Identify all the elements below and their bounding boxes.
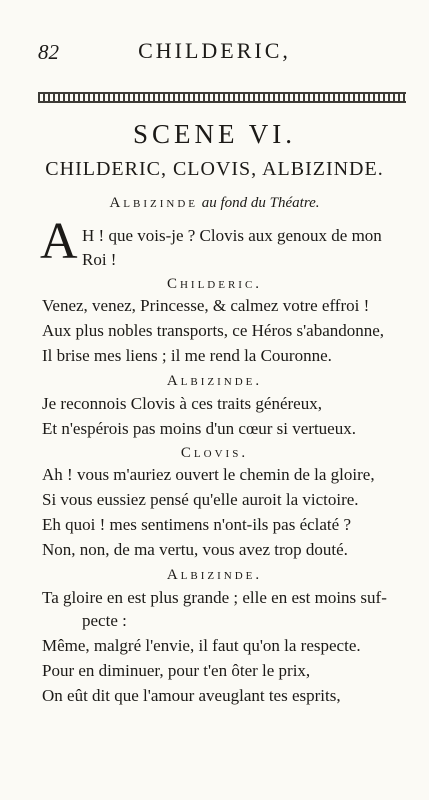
running-title: CHILDERIC,	[138, 38, 291, 63]
running-head	[0, 38, 429, 68]
stage-direction-text: au fond du Théatre.	[201, 195, 320, 211]
verse-line: Il brise mes liens ; il me rend la Couronne.	[42, 346, 332, 365]
verse-line: Aux plus nobles transports, ce Héros s'abandonne,	[42, 321, 385, 340]
verse-line: pecte :	[82, 611, 127, 630]
verse-line: On eût dit que l'amour aveuglant tes esprits,	[42, 686, 341, 705]
scene-heading: SCENE VI.	[132, 119, 296, 149]
verse-line: Roi !	[82, 250, 117, 269]
speaker-name: Childeric.	[166, 276, 263, 292]
page-number: 82	[38, 40, 59, 64]
speaker-name: Albizinde.	[166, 567, 263, 583]
ornamental-rule	[38, 92, 406, 103]
verse-line: Ah ! vous m'auriez ouvert le chemin de la gloire,	[42, 465, 375, 484]
speaker-name: Clovis.	[180, 445, 249, 461]
verse-line: Non, non, de ma vertu, vous avez trop douté.	[42, 540, 348, 559]
verse-line: Même, malgré l'envie, il faut qu'on la respecte.	[42, 636, 361, 655]
verse-line: Et n'espérois pas moins d'un cœur si vertueux.	[42, 419, 356, 438]
verse-line: Pour en diminuer, pour t'en ôter le prix,	[42, 661, 311, 680]
verse-line: Eh quoi ! mes sentimens n'ont-ils pas éclaté ?	[42, 515, 351, 534]
verse-line: Si vous eussiez pensé qu'elle auroit la victoire.	[42, 490, 359, 509]
stage-direction	[0, 195, 429, 212]
drop-cap: A	[40, 213, 78, 270]
scene-characters: CHILDERIC, CLOVIS, ALBIZINDE.	[45, 158, 384, 180]
stage-direction-name: Albizinde	[109, 195, 198, 211]
verse-line: H ! que vois-je ? Clovis aux genoux de mon	[82, 226, 382, 245]
speaker-name: Albizinde.	[166, 373, 263, 389]
verse-line: Ta gloire en est plus grande ; elle en est moins suf-	[42, 588, 387, 607]
verse-line: Je reconnois Clovis à ces traits généreux,	[42, 394, 322, 413]
verse-line: Venez, venez, Princesse, & calmez votre effroi !	[42, 296, 370, 315]
